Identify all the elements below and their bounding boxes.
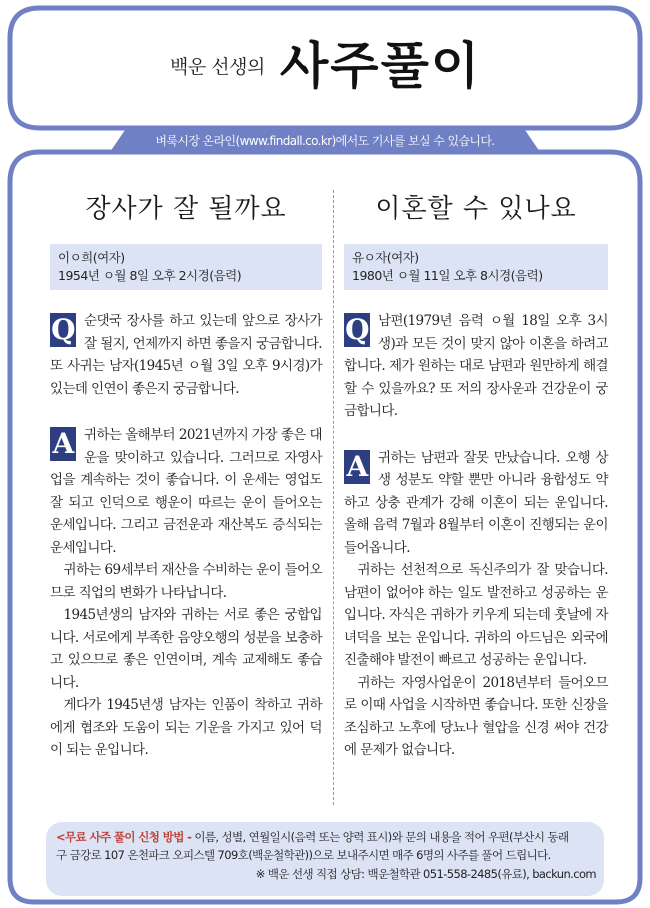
footer-line-2: 구 금강로 107 온천파크 오피스텔 709호(백운철학관))으로 보내주시면 매주 6명의 사주를 풀어 드립니다. [56, 848, 551, 862]
left-info-birth: 1954년 ㅇ월 8일 오후 2시경(음력) [58, 268, 242, 283]
left-answer-p2: 귀하는 69세부터 재산을 수비하는 운이 들어오므로 직업의 변화가 나타납니다. [50, 562, 322, 601]
footer-text-1: 이름, 성별, 연월일시(음력 또는 양력 표시)와 문의 내용을 적어 우편(부산시 동래 [191, 830, 569, 844]
left-info-name: 이ㅇ희(여자) [58, 250, 125, 265]
right-answer-p3: 귀하는 자영사업운이 2018년부터 들어오므로 이때 사업을 시작하면 좋습니다. 또한 신장을 조심하고 노후에 당뇨나 혈압을 신경 써야 건강에 문제가 없습니다. [344, 674, 608, 758]
right-answer-p2: 귀하는 선천적으로 독신주의가 잘 맞습니다. 남편이 없어야 하는 일도 발전하고 성공하는 운입니다. 자식은 귀하가 키우게 되는데 훗날에 자녀덕을 보는 운입니다. 귀하의 아드님은 외국에 진출해야 발전이 빠르고 성공하는 운입니다. [344, 562, 608, 668]
question-marker: Q [345, 313, 369, 346]
masthead [0, 0, 650, 130]
answer-marker: A [50, 427, 76, 461]
right-column [344, 172, 608, 762]
right-info-birth: 1980년 ㅇ월 11일 오후 8시경(음력) [352, 268, 543, 283]
right-question [344, 310, 608, 423]
footer-contact: ※ 백운 선생 직접 상담: 백운철학관 051-558-2485(유료), backun.com [255, 867, 596, 881]
right-question-text: 남편(1979년 음력 ㅇ월 18일 오후 3시생)과 모든 것이 맞지 않아 이혼을 하려고 합니다. 제가 원하는 대로 남편과 원만하게 해결할 수 있을까요? 또 저의 장사운과 건강운이 궁금합니다. [344, 313, 608, 419]
left-question-text: 순댓국 장사를 하고 있는데 앞으로 장사가 잘 될지, 언제까지 하면 좋을지 궁금합니다. 또 사귀는 남자(1945년 ㅇ월 3일 오후 9시경)가 있는데 인연이 좋은지 궁금합니다. [50, 313, 322, 397]
footer-line-1 [56, 828, 596, 846]
column-divider [333, 190, 334, 805]
masthead-title: 사주풀이 [280, 37, 482, 95]
right-info-name: 유ㅇ자(여자) [352, 250, 419, 265]
left-column [50, 172, 322, 762]
application-footer [56, 828, 596, 883]
left-answer-p3: 1945년생의 남자와 귀하는 서로 좋은 궁합입니다. 서로에게 부족한 음양오행의 성분을 보충하고 있으므로 좋은 인연이며, 계속 교제해도 좋습니다. [50, 607, 322, 691]
right-info-box [344, 244, 608, 290]
answer-marker: A [344, 450, 370, 484]
left-answer-p4: 게다가 1945년생 남자는 인품이 착하고 귀하에게 협조와 도움이 되는 기운을 가지고 있어 덕이 되는 운입니다. [50, 697, 322, 758]
left-headline: 장사가 잘 될까요 [85, 194, 287, 224]
right-headline: 이혼할 수 있나요 [375, 194, 577, 224]
footer-lead: <무료 사주 풀이 신청 방법 - [56, 830, 192, 844]
question-marker: Q [51, 313, 75, 346]
masthead-subtitle: 백운 선생의 [170, 56, 265, 78]
right-answer-p1: 귀하는 남편과 잘못 만났습니다. 오행 상생 성분도 약할 뿐만 아니라 융합성도 약하고 상충 관계가 강해 이혼이 되는 운입니다. 올해 음력 7월과 8월부터 이혼이 진행되는 운이 들어옵니다. [344, 449, 608, 556]
left-answer-p1: 귀하는 올해부터 2021년까지 가장 좋은 대운을 맞이하고 있습니다. 그러므로 자영사업을 계속하는 것이 좋습니다. 이 운세는 영업도 잘 되고 인덕으로 행운이 따르는 운이 들어오는 운세입니다. 그리고 금전운과 재산복도 증식되는 운세입니다. [50, 427, 322, 556]
left-answer [50, 424, 322, 762]
right-answer [344, 447, 608, 762]
online-banner: 벼룩시장 온라인(www.findall.co.kr)에서도 기사를 보실 수 있습니다. [155, 134, 495, 148]
left-info-box [50, 244, 322, 290]
left-question [50, 310, 322, 400]
